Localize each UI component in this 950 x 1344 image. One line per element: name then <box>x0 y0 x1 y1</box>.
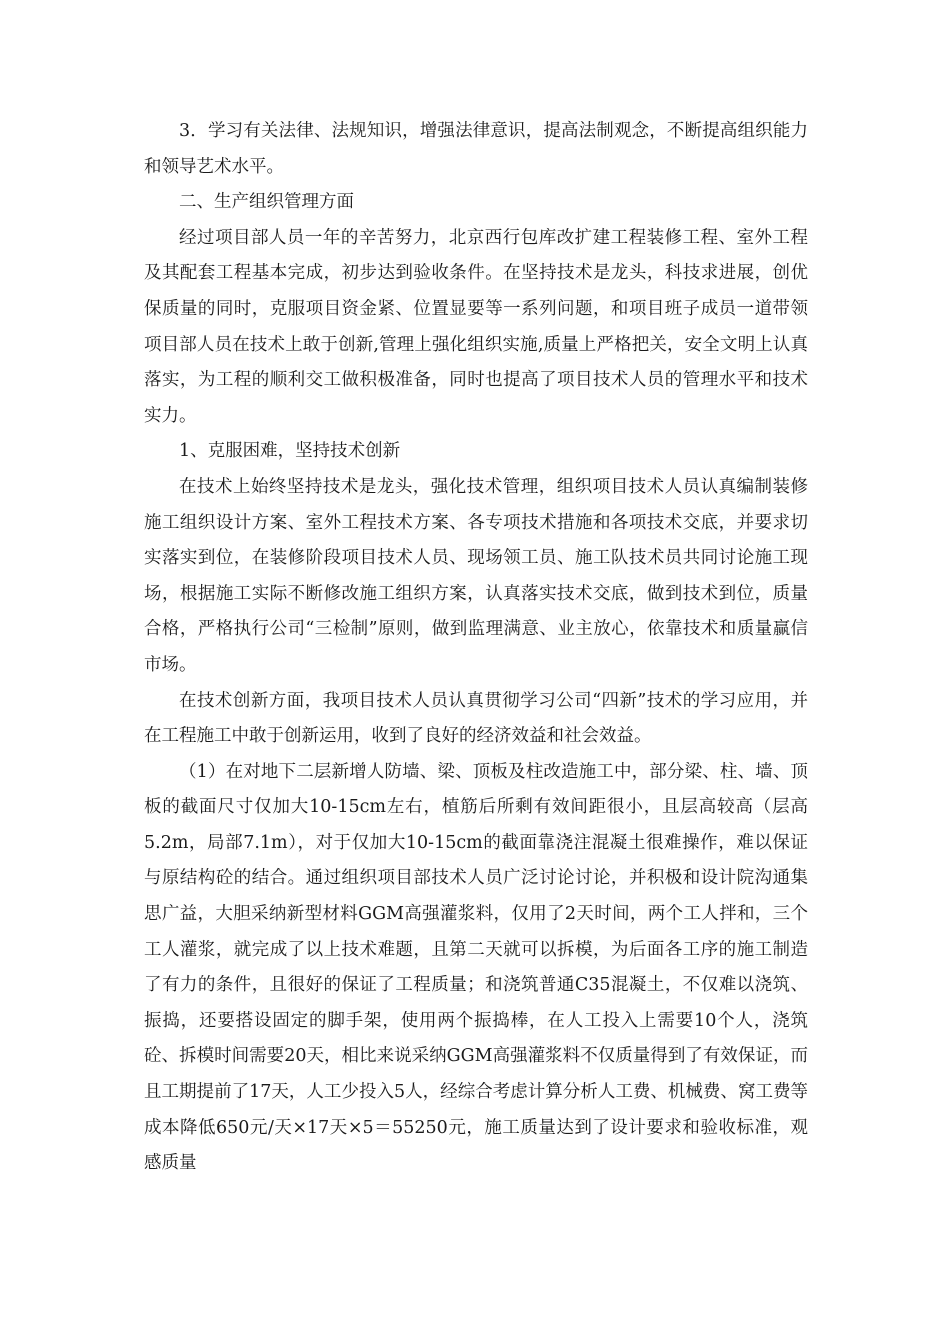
document-body <box>144 114 808 1182</box>
paragraph-four-new: 在技术创新方面，我项目技术人员认真贯彻学习公司“四新”技术的学习应用，并在工程施工中敢于创新运用，收到了良好的经济效益和社会效益。 <box>144 690 808 747</box>
paragraph-technical-management: 在技术上始终坚持技术是龙头，强化技术管理，组织项目技术人员认真编制装修施工组织设计方案、室外工程技术方案、各专项技术措施和各项技术交底，并要求切实落实到位，在装修阶段项目技术人员、现场领工员、施工队技术员共同讨论施工现场，根据施工实际不断修改施工组织方案，认真落实技术交底，做到技术到位，质量合格，严格执行公司“三检制”原则，做到监理满意、业主放心，依靠技术和质量赢信市场。 <box>144 476 808 675</box>
subheading-innovation: 1、克服困难，坚持技术创新 <box>179 441 401 462</box>
paragraph-point-3: 3．学习有关法律、法规知识，增强法律意识，提高法制观念，不断提高组织能力和领导艺术水平。 <box>144 121 808 177</box>
section-heading-production: 二、生产组织管理方面 <box>179 192 354 213</box>
paragraph-summary: 经过项目部人员一年的辛苦努力，北京西行包库改扩建工程装修工程、室外工程及其配套工程基本完成，初步达到验收条件。在坚持技术是龙头，科技求进展，创优保质量的同时，克服项目资金紧、位置显要等一系列问题，和项目班子成员一道带领项目部人员在技术上敢于创新,管理上强化组织实施,质量上严格把关，安全文明上认真落实，为工程的顺利交工做积极准备，同时也提高了项目技术人员的管理水平和技术实力。 <box>144 227 808 426</box>
paragraph-item-1: （1）在对地下二层新增人防墙、梁、顶板及柱改造施工中，部分梁、柱、墙、顶板的截面尺寸仅加大10-15cm左右，植筋后所剩有效间距很小，且层高较高（层高5.2m，局部7.1m），对于仅加大10-15cm的截面靠浇注混凝土很难操作，难以保证与原结构砼的结合。通过组织项目部技术人员广泛讨论讨论，并积极和设计院沟通集思广益，大胆采纳新型材料GGM高强灌浆料，仅用了2天时间，两个工人拌和，三个工人灌浆，就完成了以上技术难题，且第二天就可以拆模，为后面各工序的施工制造了有力的条件，且很好的保证了工程质量；和浇筑普通C35混凝土，不仅难以浇筑、振捣，还要搭设固定的脚手架，使用两个振捣棒，在人工投入上需要10个人，浇筑砼、拆模时间需要20天，相比来说采纳GGM高强灌浆料不仅质量得到了有效保证，而且工期提前了17天，人工少投入5人，经综合考虑计算分析人工费、机械费、窝工费等成本降低650元/天×17天×5＝55250元，施工质量达到了设计要求和验收标准，观感质量 <box>144 761 808 1174</box>
